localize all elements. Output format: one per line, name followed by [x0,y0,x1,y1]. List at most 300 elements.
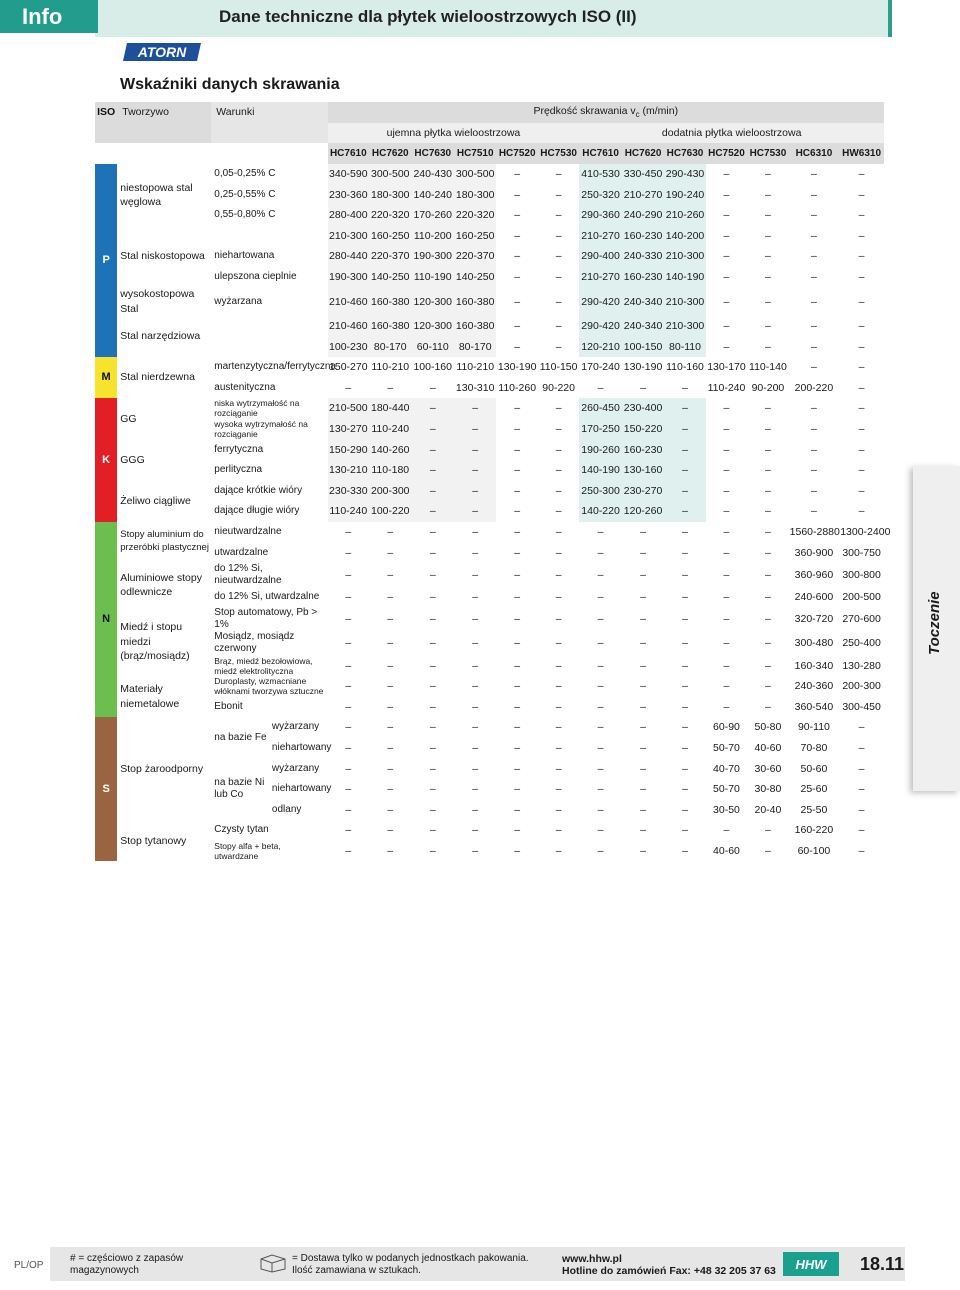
speed-value: – [454,480,496,501]
speed-value: – [555,845,562,858]
speed-value: – [597,803,604,816]
page-title: Dane techniczne dla płytek wieloostrzowych ISO (II) [219,7,637,26]
speed-value: – [555,546,562,559]
speed-value: 110-140 [749,361,787,374]
speed-value: – [764,700,771,713]
speed-value: 110-210 [456,361,495,374]
material-name: GG [120,412,137,425]
speed-value: 110-180 [369,460,411,481]
speed-value: 240-360 [794,680,834,693]
speed-value: – [858,422,865,435]
speed-value: 120-300 [412,287,454,315]
condition [211,336,327,357]
speed-value: – [472,525,479,538]
speed-value: – [640,659,646,672]
speed-value: – [472,762,479,775]
cutting-data-table [95,102,891,862]
speed-value: 210-300 [664,246,705,267]
speed-value: 210-260 [664,205,705,226]
speed-value: – [514,464,521,477]
section-subtitle: Wskaźniki danych skrawania [120,76,340,93]
speed-value: – [858,803,865,816]
speed-value: – [597,591,604,604]
condition: Czysty tytan [214,824,269,836]
condition: do 12% Si, utwardzalne [214,591,320,603]
speed-value: – [682,680,688,693]
speed-value: 30-60 [754,762,782,775]
speed-value: – [472,783,479,796]
speed-value: 130-270 [328,419,369,440]
speed-value: 110-260 [498,381,537,394]
speed-value: – [858,340,865,353]
speed-value: – [555,505,562,518]
speed-value: – [454,419,496,440]
speed-value: – [555,484,562,497]
speed-value: – [514,659,521,672]
speed-value: – [764,319,771,332]
speed-value: 160-380 [454,287,496,315]
speed-value: – [412,460,454,481]
speed-value: – [555,742,562,755]
speed-value: – [682,637,688,650]
speed-value: – [597,824,604,837]
speed-value: – [472,845,479,858]
speed-value: 100-220 [369,501,411,522]
speed-value: – [858,229,865,242]
speed-value: – [387,381,394,394]
speed-value: 300-800 [842,568,881,581]
speed-value: – [514,250,521,263]
speed-value: 360-540 [794,700,834,713]
speed-value: – [514,168,521,181]
condition [211,226,327,247]
condition: dające krótkie wióry [214,484,303,496]
speed-value: 240-290 [622,205,664,226]
speed-value: – [597,845,604,858]
material-name: Materiały niemetalowe [120,683,180,710]
speed-value: – [664,419,705,440]
speed-value: – [640,613,646,626]
speed-value: – [723,525,730,538]
speed-value: 250-400 [842,637,881,650]
speed-value: 110-210 [371,361,410,374]
footer-note-stock: # = częściowo z zapasów magazynowych [70,1253,184,1276]
speed-value: – [811,229,817,242]
speed-value: – [555,250,562,263]
speed-value: – [723,340,730,353]
grade-header: HC7520 [496,143,537,164]
speed-value: – [472,613,479,626]
condition: Stop automatowy, Pb > 1% [214,607,318,631]
speed-value: – [723,295,730,308]
speed-value: – [429,721,436,734]
speed-value: – [514,402,521,415]
speed-value: – [387,613,394,626]
speed-value: – [387,742,394,755]
speed-value: – [723,613,730,626]
condition: 0,05-0,25% C [214,168,276,180]
speed-value: – [429,568,436,581]
speed-value: – [597,525,604,538]
speed-value: – [764,591,771,604]
speed-value: 210-270 [579,267,621,288]
speed-value: – [682,824,688,837]
col-header-iso: ISO [95,102,117,143]
speed-value: – [764,443,771,456]
condition: Mosiądz, mosiądz czerwony [214,631,295,655]
speed-value: – [555,659,562,672]
speed-value: – [514,613,521,626]
speed-value: – [429,381,436,394]
speed-value: – [858,209,865,222]
speed-value: – [858,443,865,456]
speed-value: 210-460 [328,316,369,337]
speed-value: – [555,319,562,332]
speed-value: 220-370 [454,246,496,267]
speed-value: – [472,700,479,713]
speed-value: 120-300 [412,316,454,337]
speed-value: – [764,637,771,650]
speed-value: – [345,783,352,796]
speed-value: 40-60 [713,845,740,858]
speed-value: – [640,637,646,650]
table-row [95,587,884,608]
speed-value: – [472,637,479,650]
condition: do 12% Si, nieutwardzalne [214,562,282,586]
speed-value: – [555,824,562,837]
speed-value: – [682,783,688,796]
speed-value: – [345,613,352,626]
speed-value: – [764,484,771,497]
speed-value: 300-750 [842,546,881,559]
speed-value: – [682,803,688,816]
speed-value: – [723,568,730,581]
table-row [95,631,884,655]
speed-value: – [682,762,688,775]
speed-value: – [723,209,730,222]
material-name: Żeliwo ciągliwe [120,494,191,507]
speed-value: – [640,546,646,559]
speed-value: 100-160 [413,361,452,374]
condition: Duroplasty, wzmacniane włóknami tworzywa sztuczne [214,676,324,697]
speed-value: – [858,484,865,497]
speed-value: 210-460 [328,287,369,315]
speed-value: 240-430 [412,164,454,185]
header-bar [95,0,892,37]
speed-value: – [555,422,562,435]
speed-value: – [682,613,688,626]
table-row [95,480,884,501]
speed-value: – [682,845,688,858]
speed-value: – [640,803,646,816]
hhw-logo: HHW [783,1252,839,1276]
speed-value: – [345,659,352,672]
atorn-logo [121,41,207,68]
speed-value: – [387,637,394,650]
table-row [95,841,884,862]
speed-value: – [472,721,479,734]
speed-value: 410-530 [579,164,621,185]
speed-value: 240-330 [622,246,664,267]
speed-value: – [811,168,817,181]
speed-value: 200-300 [842,680,881,693]
speed-value: – [858,845,865,858]
speed-value: 110-200 [412,226,454,247]
speed-value: – [454,439,496,460]
grade-header: HC7630 [412,143,454,164]
speed-value: 100-150 [622,336,664,357]
speed-value: 80-170 [369,336,411,357]
speed-value: 140-200 [664,226,705,247]
speed-value: – [811,340,817,353]
speed-value: – [764,340,771,353]
condition: dające długie wióry [214,505,300,517]
speed-value: – [555,680,562,693]
speed-value: – [664,439,705,460]
condition: Brąz, miedź bezołowiowa, miedź elektrolityczna [214,655,313,676]
grade-header: HC7610 [328,143,369,164]
speed-value: – [472,680,479,693]
iso-group-P: P [95,164,117,357]
speed-value: – [597,637,604,650]
speed-value: – [555,591,562,604]
table-row [95,501,884,522]
speed-value: 290-400 [579,246,621,267]
speed-value: 330-450 [622,164,664,185]
speed-value: – [514,443,521,456]
speed-value: 290-360 [579,205,621,226]
speed-value: 160-250 [454,226,496,247]
speed-value: – [555,188,562,201]
speed-value: 1560-2880 [789,525,840,538]
speed-value: – [429,783,436,796]
table-row [95,164,884,185]
speed-value: 30-80 [754,783,782,796]
condition: 0,25-0,55% C [214,188,276,200]
speed-value: – [555,803,562,816]
speed-value: – [597,546,604,559]
speed-value: – [429,700,436,713]
speed-value: 25-60 [800,783,828,796]
condition [211,316,327,337]
speed-value: – [640,742,646,755]
speed-value: 25-50 [800,803,828,816]
table-row [95,184,884,205]
speed-value: – [640,845,646,858]
speed-value: – [764,464,771,477]
speed-value: – [723,680,730,693]
speed-value: – [723,402,730,415]
speed-value: – [514,637,521,650]
condition: Ebonit [214,700,243,712]
speed-value: – [472,546,479,559]
speed-value: – [454,501,496,522]
speed-value: – [412,419,454,440]
table-row [95,697,884,718]
table-row [95,336,884,357]
speed-value: – [514,568,521,581]
speed-value: 110-160 [666,361,704,374]
speed-value: 40-60 [754,742,782,755]
speed-value: – [514,762,521,775]
condition: martenzytyczna/ferrytyczna [214,361,336,373]
speed-value: 250-320 [579,184,621,205]
material-name: Stopy aluminium do przeróbki plastycznej [120,529,209,554]
speed-value: – [723,422,730,435]
speed-value: – [429,525,436,538]
speed-value: – [640,762,646,775]
speed-value: – [664,480,705,501]
speed-value: – [514,803,521,816]
speed-value: 50-80 [754,721,782,734]
speed-value: – [811,505,817,518]
speed-value: 300-450 [842,700,881,713]
speed-value: – [811,443,817,456]
speed-value: 160-380 [369,316,411,337]
speed-value: – [682,525,688,538]
speed-value: – [640,568,646,581]
speed-value: – [345,803,352,816]
speed-value: 270-600 [842,613,881,626]
speed-value: – [764,422,771,435]
speed-value: – [858,464,865,477]
speed-value: – [555,637,562,650]
speed-value: – [555,229,562,242]
speed-value: 210-300 [328,226,369,247]
speed-value: 80-110 [664,336,705,357]
speed-value: – [387,803,394,816]
speed-value: – [664,460,705,481]
table-row [95,439,884,460]
speed-value: – [764,229,771,242]
speed-value: – [597,613,604,626]
speed-value: 150-220 [622,419,664,440]
grade-header: HC7620 [369,143,411,164]
speed-value: – [764,845,771,858]
speed-value: – [345,721,352,734]
speed-value: – [555,464,562,477]
speed-value: 190-300 [328,267,369,288]
speed-value: 290-420 [579,316,621,337]
grade-header: HC6310 [789,143,840,164]
speed-value: 190-300 [412,246,454,267]
speed-value: – [514,295,521,308]
footer-note-pack: = Dostawa tylko w podanych jednostkach pakowania. Ilość zamawiana w sztukach. [292,1253,529,1276]
speed-value: – [723,591,730,604]
speed-value: – [514,783,521,796]
box-icon [258,1253,288,1276]
speed-value: – [429,659,436,672]
speed-value: – [555,568,562,581]
speed-value: – [472,803,479,816]
speed-value: – [723,700,730,713]
speed-value: – [811,250,817,263]
speed-value: – [764,505,771,518]
speed-value: – [858,762,865,775]
speed-value: – [387,700,394,713]
table-row [95,460,884,481]
speed-value: – [682,700,688,713]
material-name: Stal niskostopowa [120,250,205,263]
speed-value: – [723,188,730,201]
speed-value: – [555,762,562,775]
speed-value: 360-900 [794,546,834,559]
speed-value: 140-220 [579,501,621,522]
condition: nieutwardzalne [214,525,282,537]
speed-value: – [640,680,646,693]
iso-group-M: M [95,357,117,398]
speed-value: 230-400 [622,398,664,419]
speed-value: 200-300 [369,480,411,501]
page-number: 18.11 [860,1254,905,1274]
speed-value: – [429,762,436,775]
table-row [95,267,884,288]
speed-value: – [811,319,817,332]
speed-value: – [555,443,562,456]
speed-value: – [723,484,730,497]
speed-value: 180-300 [369,184,411,205]
speed-value: – [640,824,646,837]
speed-value: – [597,659,604,672]
speed-value: 170-260 [412,205,454,226]
speed-value: – [345,742,352,755]
speed-value: 300-500 [454,164,496,185]
speed-value: 230-270 [622,480,664,501]
speed-value: 220-320 [369,205,411,226]
speed-value: – [387,845,394,858]
speed-value: – [429,803,436,816]
speed-value: – [764,659,771,672]
speed-value: 110-240 [328,501,369,522]
speed-value: 210-300 [664,316,705,337]
speed-value: 280-440 [328,246,369,267]
table-row [95,542,884,563]
speed-value: – [555,525,562,538]
speed-value: – [640,591,646,604]
grade-header: HC7620 [622,143,664,164]
speed-value: – [345,845,352,858]
material-name: Stop żaroodporny [120,762,204,775]
speed-value: – [429,591,436,604]
speed-value: – [412,480,454,501]
speed-value: – [514,700,521,713]
speed-value: 210-270 [579,226,621,247]
speed-value: 240-600 [794,591,834,604]
speed-value: – [345,591,352,604]
speed-value: – [514,319,521,332]
speed-value: 120-260 [622,501,664,522]
speed-value: – [454,460,496,481]
speed-value: 290-430 [664,164,705,185]
speed-value: – [597,680,604,693]
speed-value: – [764,250,771,263]
speed-value: – [858,402,865,415]
table-row [95,563,884,587]
speed-value: 50-60 [800,762,828,775]
condition: wyżarzana [214,295,263,307]
footer-code: PL/OP [14,1260,44,1271]
material-name: Aluminiowe stopy odlewnicze [120,571,202,599]
condition: ulepszona cieplnie [214,271,297,283]
speed-value: – [514,209,521,222]
speed-value: 130-190 [623,361,663,374]
logo-text: ATORN [137,44,187,60]
material-name: GGG [120,453,145,466]
speed-value: – [387,783,394,796]
speed-value: – [345,568,352,581]
speed-value: – [514,188,521,201]
table-row [95,758,884,779]
